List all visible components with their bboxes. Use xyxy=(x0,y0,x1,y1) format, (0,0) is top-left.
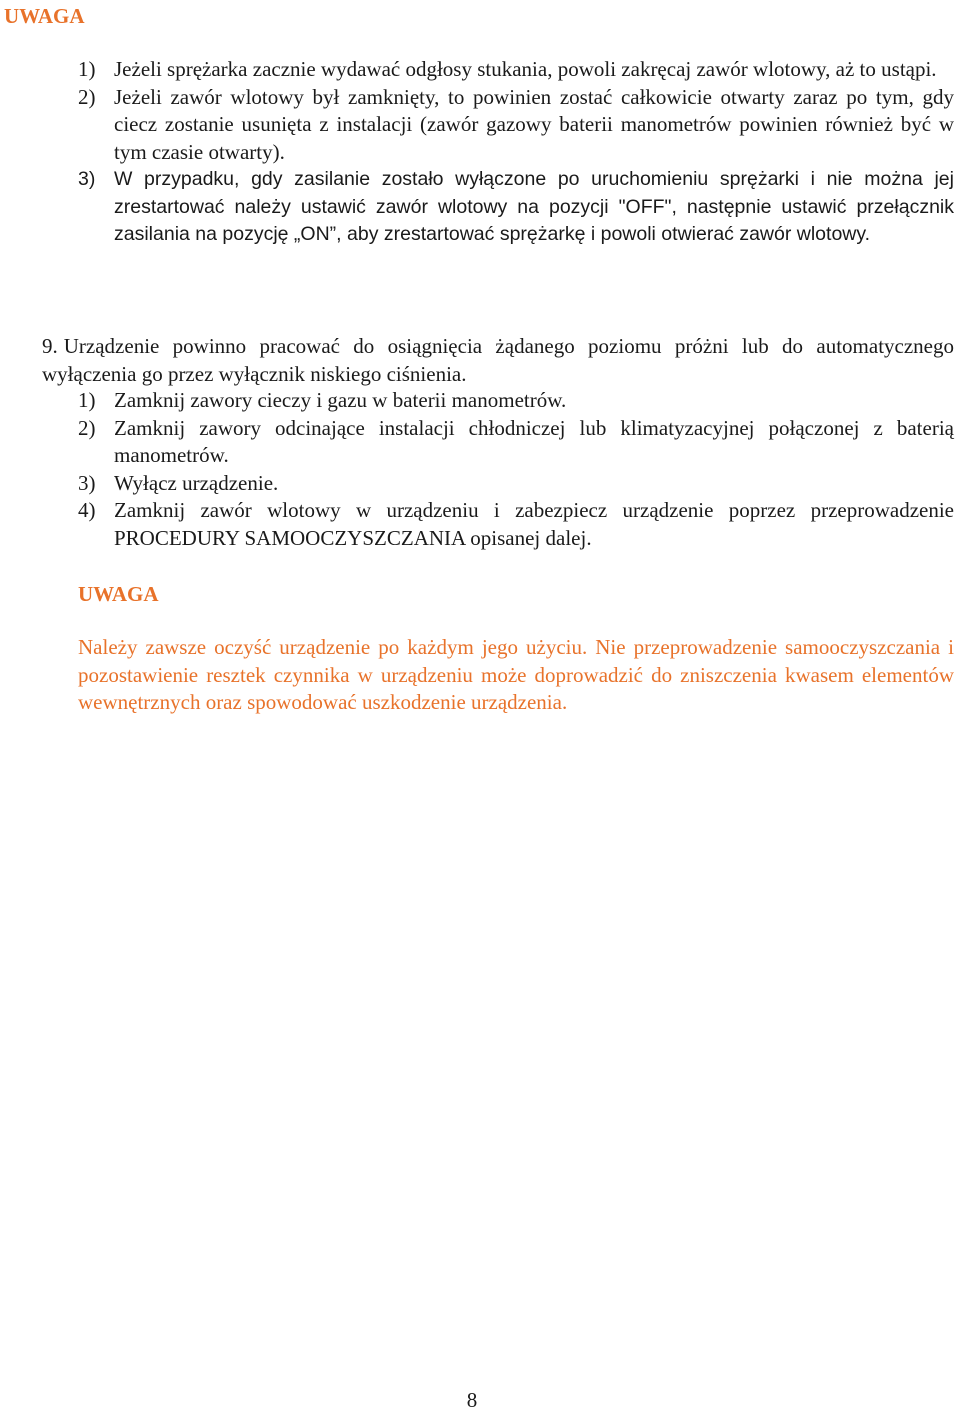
list-item-number: 2) xyxy=(78,84,96,109)
list-item-text: Jeżeli zawór wlotowy był zamknięty, to powinien zostać całkowicie otwarty zaraz po tym, gdy ciecz zostanie usunięta z instalacji (zawór gazowy baterii manometrów powinien również być w tym czasie otwarty). xyxy=(114,84,954,164)
list-item xyxy=(78,84,954,167)
list-item xyxy=(78,415,954,470)
list-item-text: Zamknij zawory cieczy i gazu w baterii manometrów. xyxy=(114,388,567,412)
list-item xyxy=(78,387,954,415)
list-item-text: Zamknij zawór wlotowy w urządzeniu i zabezpiecz urządzenie poprzez przeprowadzenie PROCEDURY SAMOOCZYSZCZANIA opisanej dalej. xyxy=(114,498,954,550)
list-item xyxy=(78,166,954,249)
warning-heading-bottom: UWAGA xyxy=(78,582,159,606)
list-item xyxy=(78,470,954,498)
list-item-number: 4) xyxy=(78,498,96,522)
list-item-text: Zamknij zawory odcinające instalacji chłodniczej lub klimatyzacyjnej połączonej z baterią manometrów. xyxy=(114,415,954,467)
list-item-text: Wyłącz urządzenie. xyxy=(114,470,279,495)
list-item-number: 3) xyxy=(78,470,96,495)
list-item-text: Jeżeli sprężarka zacznie wydawać odgłosy stukania, powoli zakręcaj zawór wlotowy, aż to ustąpi. xyxy=(114,57,937,81)
list-item-text: W przypadku, gdy zasilanie zostało wyłączone po uruchomieniu sprężarki i nie można jej zrestartować należy ustawić zawór wlotowy na pozycji "OFF", następnie ustawić przełącznik zasilania na pozycję „ON”, aby zrestartować sprężarkę i powoli otwierać zawór wlotowy. xyxy=(114,168,954,245)
list-item-number: 1) xyxy=(78,57,96,81)
list-item-number: 1) xyxy=(78,388,96,412)
section-9-paragraph xyxy=(42,333,954,388)
section-text: Urządzenie powinno pracować do osiągnięcia żądanego poziomu próżni lub do automatycznego wyłączenia go przez wyłącznik niskiego ciśnienia. xyxy=(42,334,954,386)
warning-text: Należy zawsze oczyść urządzenie po każdym jego użyciu. Nie przeprowadzenie samooczyszczania i pozostawienie resztek czynnika w urządzeniu może doprowadzić do zniszczenia kwasem elementów wewnętrznych oraz spowodować uszkodzenie urządzenia. xyxy=(78,635,954,714)
list-item xyxy=(78,497,954,552)
procedure-list-top xyxy=(78,56,954,249)
page-number: 8 xyxy=(466,1388,478,1412)
list-item-number: 3) xyxy=(78,168,96,190)
section-number: 9. xyxy=(42,334,58,358)
list-item xyxy=(78,56,954,84)
procedure-list-bottom xyxy=(78,387,954,552)
list-item-number: 2) xyxy=(78,415,96,440)
warning-heading-top: UWAGA xyxy=(4,4,85,28)
